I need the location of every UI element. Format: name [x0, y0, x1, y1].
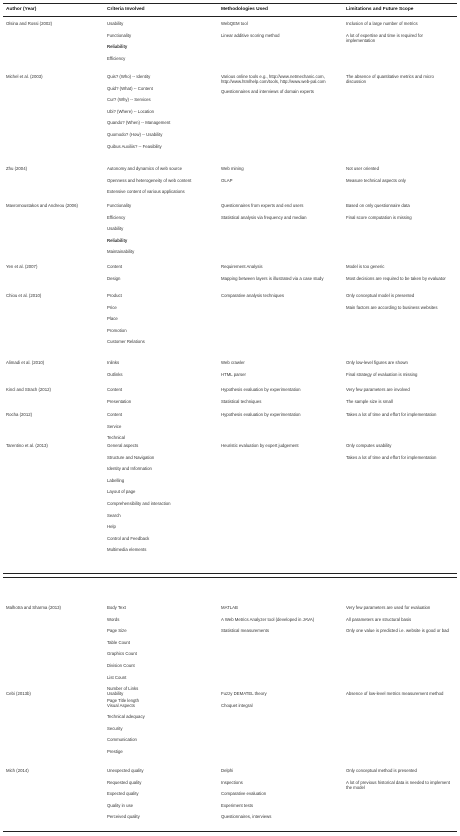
criteria-item: Place — [107, 316, 118, 322]
criteria-item: Usability — [107, 691, 124, 696]
author-cell: Zhu (2004) — [6, 166, 28, 171]
methodology-item: Questionnaires and interviews of domain experts — [221, 89, 314, 94]
criteria-item: Usability — [107, 21, 124, 26]
methodology-item: A Web Metrics Analyzer tool (developed in JAVA) — [221, 616, 315, 622]
limitation-item: Only low-level figures are shown — [346, 360, 408, 365]
limitation-item: Takes a lot of time and effort for implementation — [346, 412, 437, 417]
page-break-rule-top — [3, 573, 457, 574]
criteria-item: Page Title length — [107, 697, 140, 703]
criteria-item: Maintainability — [107, 249, 135, 255]
methodology-item: Comparative evaluation — [221, 791, 267, 797]
criteria-item: Content — [107, 387, 123, 392]
limitation-item: Most decisions are required to be taken by evaluator — [346, 275, 446, 281]
criteria-item: Identity and Information — [107, 466, 152, 472]
limitation-item: The absence of quantitative metrics and micro discussion — [346, 74, 434, 84]
criteria-item: Functionality — [107, 32, 132, 38]
criteria-item: Control and Feedback — [107, 535, 150, 541]
criteria-item: Cur? (Why) -- Services — [107, 97, 151, 103]
criteria-item: Efficiency — [107, 55, 126, 61]
methodology-item: Linear additive scoring method — [221, 32, 280, 38]
author-cell: Rocha (2012) — [6, 412, 33, 417]
author-cell: Mich (2014) — [6, 768, 29, 773]
criteria-item: Quid? (What) -- Content — [107, 85, 153, 91]
methodology-item: Choquet integral — [221, 702, 253, 708]
criteria-item: Requested quality — [107, 779, 142, 785]
methodology-item: Fuzzy DEMATEL theory — [221, 691, 267, 696]
criteria-item: Price — [107, 304, 117, 310]
methodology-item: Mapping between layers is illustrated via a case study — [221, 275, 324, 281]
author-cell: Olsina and Rossi (2002) — [6, 21, 53, 26]
criteria-item: Division Count — [107, 663, 135, 668]
criteria-item: Quomodo? (How) -- Usability — [107, 132, 163, 137]
methodology-item: Inspections — [221, 779, 243, 785]
author-cell: Michel et al. (2003) — [6, 74, 43, 79]
methodology-item: Hypothesis evaluation by experimentation — [221, 412, 301, 417]
header-rule — [3, 16, 457, 17]
methodology-item: Web crawler — [221, 360, 245, 365]
methodology-item: Delphi — [221, 768, 234, 773]
criteria-item: Quis? (Who) -- Identity — [107, 74, 151, 79]
criteria-item: Ubi? (Where) -- Location — [107, 108, 155, 114]
limitation-item: Only one value is predicted i.e. website is good or bad — [346, 628, 449, 634]
author-cell: Mavromoustakos and Andreou (2006) — [6, 203, 78, 208]
methodology-item: WebQEM tool — [221, 21, 248, 26]
criteria-item: Table Count — [107, 639, 130, 645]
criteria-item: Quality in use — [107, 802, 134, 808]
criteria-item: Multimedia elements — [107, 547, 147, 553]
criteria-item: Words — [107, 616, 120, 622]
methodology-item: Experiment tests — [221, 802, 254, 808]
criteria-item: Comprehensibility and interaction — [107, 501, 171, 506]
criteria-item: Technical — [107, 435, 125, 441]
criteria-item: Layout of page — [107, 489, 136, 495]
methodology-item: OLAP — [221, 177, 233, 183]
author-cell: Malhotra and Sharma (2013) — [6, 605, 61, 610]
author-cell: Chiou et al. (2010) — [6, 293, 42, 298]
criteria-item: Efficiency — [107, 214, 126, 220]
criteria-item: Graphics Count — [107, 651, 137, 657]
criteria-item: Unexpected quality — [107, 768, 144, 773]
table-top-rule — [3, 3, 457, 4]
criteria-item: Labelling — [107, 477, 125, 483]
limitation-item: A lot of expertise and time is required for implementation — [346, 32, 423, 43]
header-criteria: Criteria Involved — [107, 7, 145, 12]
limitation-item: Model is too generic — [346, 264, 385, 269]
criteria-item: Quando? (When) -- Management — [107, 120, 171, 126]
limitation-item: Final score computation is missing — [346, 214, 412, 220]
criteria-item: Extensive content of various applications — [107, 189, 185, 195]
limitation-item: Measure technical aspects only — [346, 177, 406, 183]
limitation-item: A lot of previous historical data is needed to implement the model — [346, 779, 450, 790]
limitation-item: Only conceptual model is presented — [346, 293, 415, 298]
limitation-item: Takes a lot of time and effort for implementation — [346, 454, 437, 460]
header-author: Author (Year) — [6, 7, 37, 12]
criteria-item: Openness and heterogeneity of web content — [107, 177, 192, 183]
criteria-item: Quibus Auxiliis? -- Feasibility — [107, 143, 162, 149]
author-cell: Alimadi et al. (2010) — [6, 360, 45, 365]
methodology-item: HTML parser — [221, 371, 246, 377]
limitation-item: Only conceptual method is presented — [346, 768, 417, 773]
limitation-item: The sample size is small — [346, 398, 393, 404]
criteria-item: Promotion — [107, 327, 127, 333]
criteria-item: General aspects — [107, 443, 139, 448]
criteria-item: Prestige — [107, 749, 123, 754]
criteria-item: Perceived quality — [107, 814, 140, 820]
methodology-item: Hypothesis evaluation by experimentation — [221, 387, 301, 392]
limitation-item: Main factors are according to business websites — [346, 304, 438, 310]
criteria-item: Usability — [107, 226, 124, 232]
header-limitations: Limitations and Future Scope — [346, 7, 414, 12]
table-bottom-rule — [3, 831, 457, 832]
author-cell: Yen et al. (2007) — [6, 264, 38, 269]
criteria-item: Inlinks — [107, 360, 120, 365]
methodology-item: Questionnaires from experts and end users — [221, 203, 304, 208]
limitation-item: All parameters are structural basis — [346, 616, 412, 622]
limitation-item: Inclusion of a large number of metrics — [346, 21, 418, 26]
criteria-item: Product — [107, 293, 122, 298]
criteria-item: Outlinks — [107, 371, 123, 377]
methodology-item: Heuristic evaluation by expert judgement — [221, 443, 299, 448]
author-cell: Tarentino et al. (2013) — [6, 443, 48, 448]
criteria-item: Body Text — [107, 605, 126, 610]
methodology-item: Comparative analysis techniques — [221, 293, 285, 298]
criteria-item: Technical adequacy — [107, 714, 145, 720]
methodology-item: Statistical measurements — [221, 628, 270, 634]
limitation-item: Very few parameters are involved — [346, 387, 410, 392]
methodology-item: Statistical analysis via frequency and median — [221, 214, 307, 220]
limitation-item: Very few parameters are used for evaluation — [346, 605, 431, 610]
criteria-item: Security — [107, 725, 123, 731]
criteria-item: Autonomy and dynamics of web source — [107, 166, 182, 171]
criteria-item: Visual Aspects — [107, 702, 135, 708]
criteria-item: Service — [107, 423, 122, 429]
criteria-item: Content — [107, 264, 123, 269]
criteria-item: Functionality — [107, 203, 132, 208]
criteria-item: Content — [107, 412, 123, 417]
limitation-item: Absence of low-level metrics measurement method — [346, 691, 444, 696]
criteria-item: Reliability — [107, 44, 128, 50]
criteria-item: Customer Relations — [107, 339, 145, 345]
criteria-item: Expected quality — [107, 791, 139, 797]
author-cell: Kincl and Strach (2012) — [6, 387, 51, 392]
criteria-item: Number of Links — [107, 686, 139, 692]
criteria-item: Presentation — [107, 398, 132, 404]
criteria-item: Help — [107, 524, 116, 530]
methodology-item: Web mining — [221, 166, 244, 171]
limitation-item: Based on only questionnaire data — [346, 203, 410, 208]
limitation-item: Final strategy of evaluation is missing — [346, 371, 418, 377]
criteria-item: Page Size — [107, 628, 127, 634]
author-cell: Cebi (2013b) — [6, 691, 31, 696]
page-break-rule-bottom — [3, 577, 457, 578]
methodology-item: Statistical techniques — [221, 398, 262, 404]
limitation-item: Not user oriented — [346, 166, 379, 171]
criteria-item: Search — [107, 512, 121, 518]
criteria-item: Design — [107, 275, 121, 281]
methodology-item: Various online tools e.g., http://www.netmechanic.com, http://www.htmlhelp.com/tools, http://www.web-pal.com — [221, 74, 326, 84]
criteria-item: List Count — [107, 674, 127, 680]
limitation-item: Only computes usability — [346, 443, 392, 448]
methodology-item: Requirement Analysis — [221, 264, 263, 269]
criteria-item: Communication — [107, 737, 137, 743]
criteria-item: Structure and Navigation — [107, 454, 155, 460]
methodology-item: Questionnaires, interviews — [221, 814, 272, 820]
methodology-item: MATLAB — [221, 605, 238, 610]
header-methodologies: Methodologies Used — [221, 7, 268, 12]
literature-review-table — [3, 3, 457, 833]
criteria-item: Reliability — [107, 237, 128, 243]
